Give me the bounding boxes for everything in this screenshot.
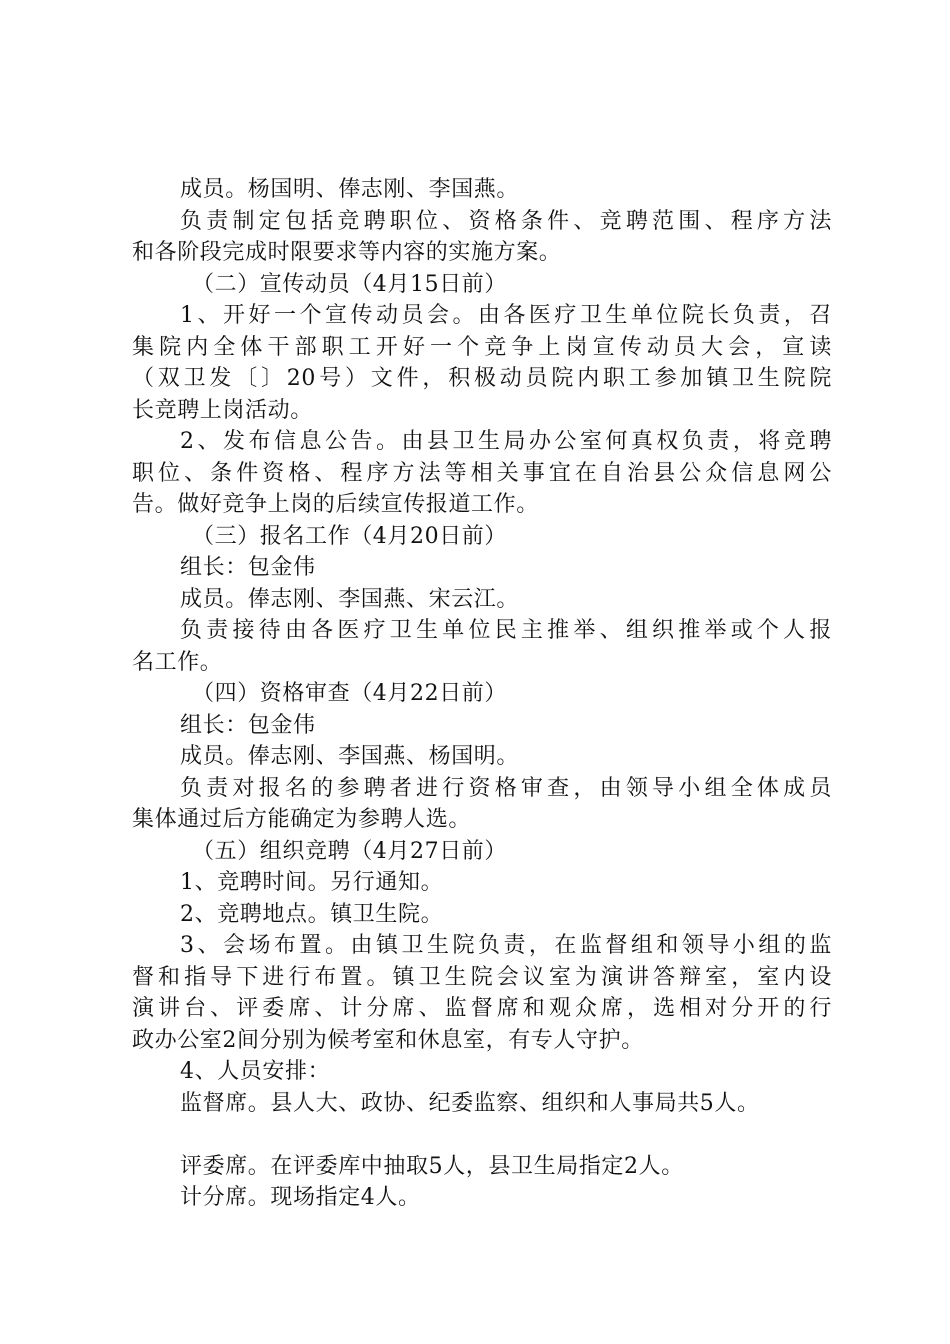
paragraph-line: 负责制定包括竞聘职位、资格条件、竞聘范围、程序方法: [180, 208, 832, 234]
blank-line: [132, 1119, 832, 1151]
paragraph-line: 成员。杨国明、俸志刚、李国燕。: [180, 177, 520, 202]
section-heading: （三）报名工作（4月20日前）: [192, 523, 507, 549]
paragraph-line: 负责对报名的参聘者进行资格审查，由领导小组全体成员: [180, 775, 832, 801]
section-heading: （四）资格审查（4月22日前）: [192, 681, 507, 706]
paragraph-line: 组长：包金伟: [180, 712, 316, 738]
paragraph-line: 演讲台、评委席、计分席、监督席和观众席，选相对分开的行: [132, 996, 832, 1021]
paragraph-line: 集体通过后方能确定为参聘人选。: [132, 807, 472, 832]
paragraph-line: 评委席。在评委库中抽取5人，县卫生局指定2人。: [180, 1153, 684, 1179]
paragraph-line: 4、人员安排：: [180, 1059, 331, 1084]
paragraph-line: 和各阶段完成时限要求等内容的实施方案。: [132, 240, 562, 265]
document-body: [132, 174, 832, 1214]
section-heading: （二）宣传动员（4月15日前）: [192, 271, 507, 297]
paragraph-line: 名工作。: [132, 649, 223, 675]
section-heading: （五）组织竞聘（4月27日前）: [192, 838, 507, 864]
paragraph-line: 2、竞聘地点。镇卫生院。: [180, 901, 444, 927]
paragraph-line: 成员。俸志刚、李国燕、杨国明。: [180, 744, 520, 769]
paragraph-line: （双卫发〔〕20号）文件，积极动员院内职工参加镇卫生院院: [132, 366, 832, 391]
paragraph-line: 2、发布信息公告。由县卫生局办公室何真权负责，将竞聘: [180, 429, 832, 454]
paragraph-line: 职位、条件资格、程序方法等相关事宜在自治县公众信息网公: [132, 460, 832, 486]
paragraph-line: 告。做好竞争上岗的后续宣传报道工作。: [132, 492, 539, 517]
paragraph-line: 成员。俸志刚、李国燕、宋云江。: [180, 586, 520, 612]
paragraph-line: 负责接待由各医疗卫生单位民主推举、组织推举或个人报: [180, 618, 832, 643]
paragraph-line: 1、竞聘时间。另行通知。: [180, 870, 444, 895]
paragraph-line: 长竞聘上岗活动。: [132, 397, 313, 423]
paragraph-line: 政办公室2间分别为候考室和休息室，有专人守护。: [132, 1027, 644, 1053]
paragraph-line: 督和指导下进行布置。镇卫生院会议室为演讲答辩室，室内设: [132, 964, 832, 990]
paragraph-line: 组长：包金伟: [180, 555, 316, 580]
paragraph-line: 集院内全体干部职工开好一个竞争上岗宣传动员大会，宣读: [132, 334, 832, 360]
paragraph-line: 监督席。县人大、政协、纪委监察、组织和人事局共5人。: [180, 1090, 760, 1116]
paragraph-line: 3、会场布置。由镇卫生院负责，在监督组和领导小组的监: [180, 933, 832, 958]
paragraph-line: 1、开好一个宣传动员会。由各医疗卫生单位院长负责，召: [180, 303, 832, 328]
paragraph-line: 计分席。现场指定4人。: [180, 1185, 421, 1210]
